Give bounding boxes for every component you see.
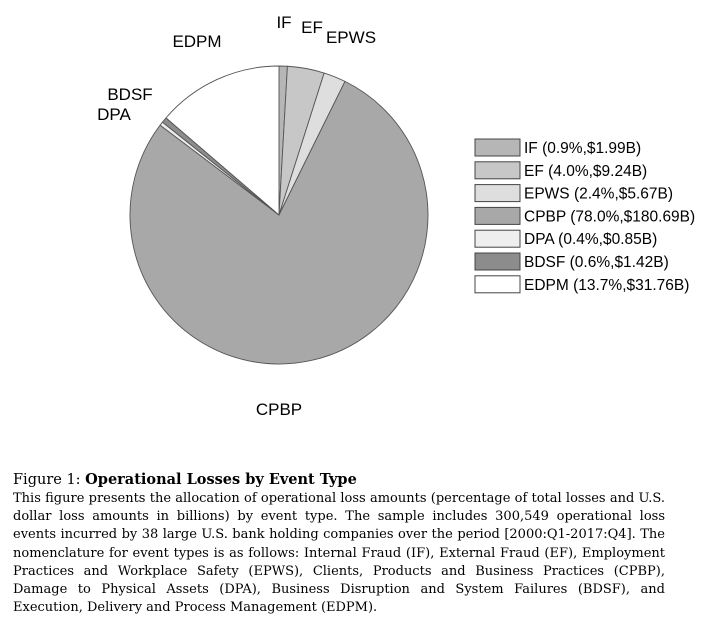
legend-label-cpbp: CPBP (78.0%,$180.69B) — [524, 208, 696, 226]
legend-swatch-dpa — [475, 230, 520, 247]
slice-label-edpm: EDPM — [172, 32, 222, 51]
caption-prefix: Figure 1: — [13, 472, 86, 488]
legend-label-ef: EF (4.0%,$9.24B) — [524, 162, 648, 180]
slice-label-ef: EF — [301, 18, 323, 37]
legend-swatch-bdsf — [475, 253, 520, 270]
legend-label-dpa: DPA (0.4%,$0.85B) — [524, 231, 658, 249]
legend-swatch-if — [475, 139, 520, 156]
caption-title — [13, 470, 693, 490]
legend-label-bdsf: BDSF (0.6%,$1.42B) — [524, 254, 669, 271]
legend-label-epws: EPWS (2.4%,$5.67B) — [524, 185, 674, 203]
legend-label-if: IF (0.9%,$1.99B) — [524, 140, 642, 157]
caption-title-text: Operational Losses by Event Type — [85, 471, 357, 488]
pie-slices — [130, 66, 428, 364]
slice-label-if: IF — [276, 13, 292, 32]
legend-swatch-cpbp — [475, 207, 520, 224]
legend — [475, 139, 695, 294]
legend-swatch-edpm — [475, 276, 520, 293]
legend-swatch-epws — [475, 185, 520, 202]
slice-label-dpa: DPA — [97, 105, 131, 124]
legend-label-edpm: EDPM (13.7%,$31.76B) — [524, 276, 690, 294]
slice-label-bdsf: BDSF — [107, 85, 153, 104]
slice-label-epws: EPWS — [325, 28, 377, 47]
figure-caption — [13, 470, 693, 617]
slice-label-cpbp: CPBP — [255, 400, 303, 419]
caption-body: This figure presents the allocation of operational loss amounts (percentage of total losses and U.S. dollar loss amounts in billions) by event type. The sample includes 300,549 operational loss events incurred by 38 large U.S. bank holding companies over the period [2000:Q1-2017:Q4]. The nomenclature for event types is as follows: Internal Fraud (IF), External Fraud (EF), Employment Practices and Workplace Safety (EPWS), Clients, Products and Business Practices (CPBP), Damage to Physical Assets (DPA), Business Disruption and System Failures (BDSF), and Execution, Delivery and Process Management (EDPM). — [13, 491, 665, 616]
legend-swatch-ef — [475, 162, 520, 179]
